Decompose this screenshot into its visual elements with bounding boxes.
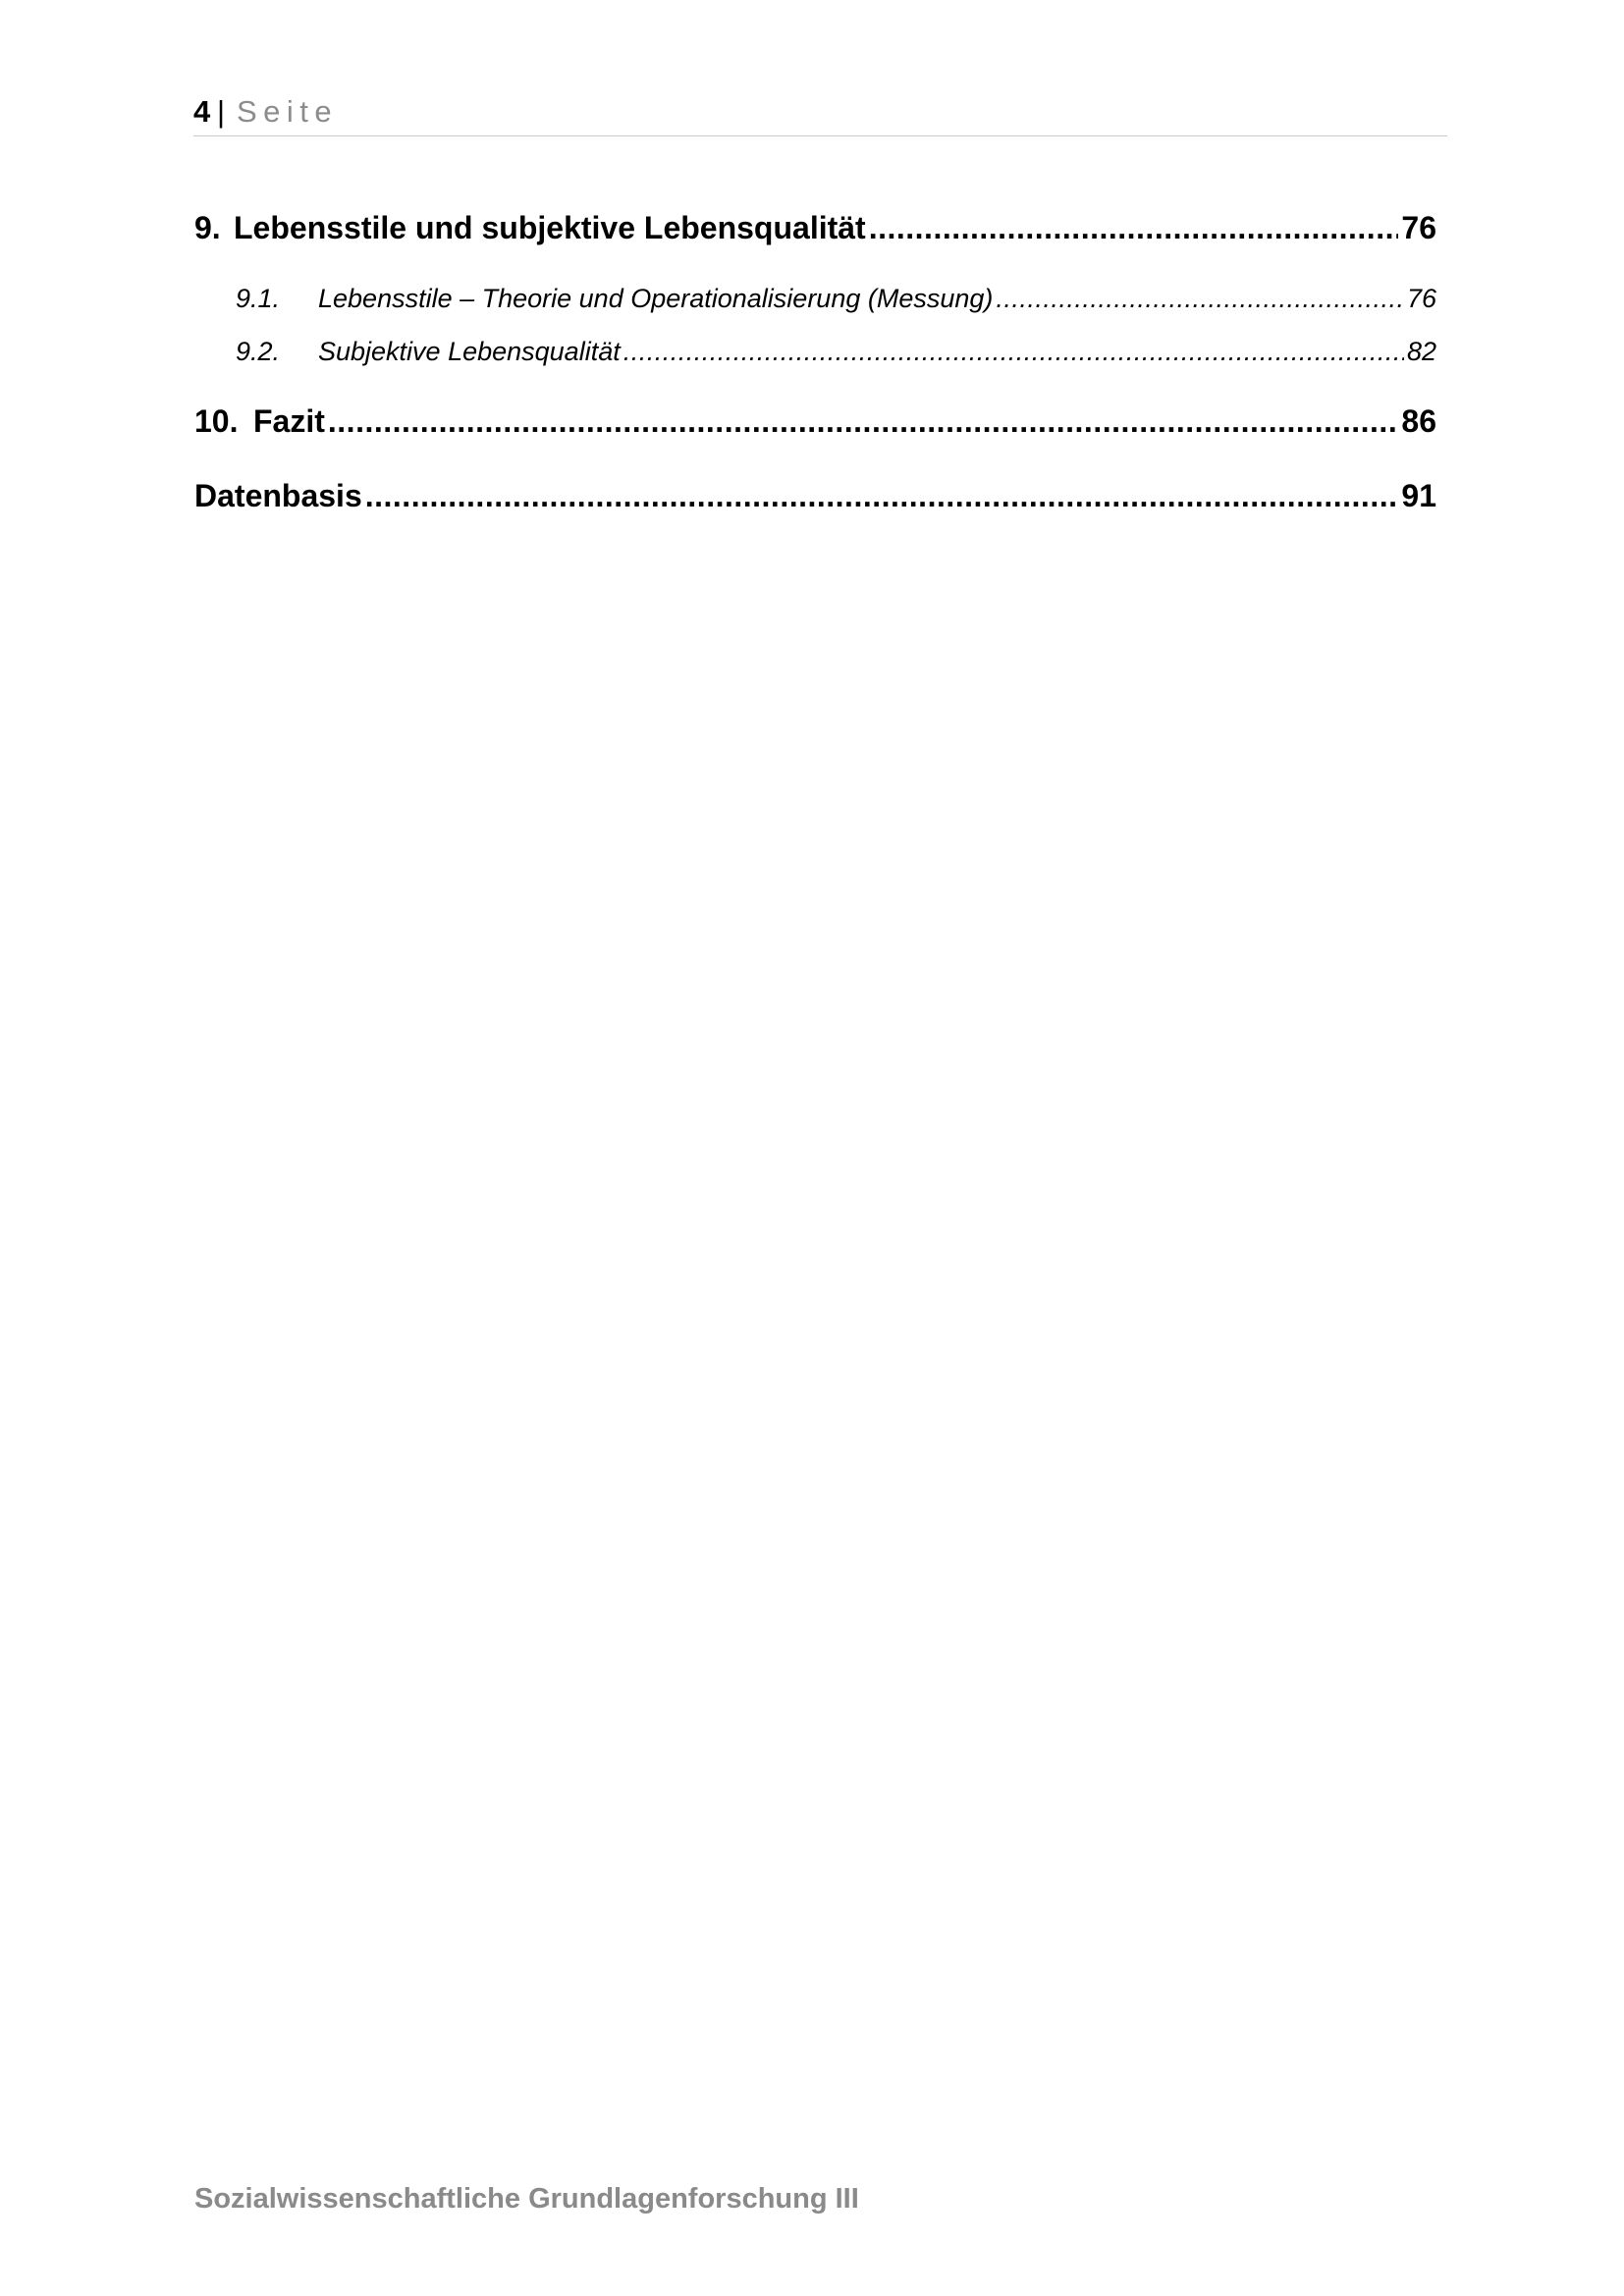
toc-dot-leader [996,282,1404,315]
toc-entry-page: 76 [1401,210,1436,245]
toc-dot-leader [365,476,1399,515]
toc-dot-leader [328,401,1399,441]
page-header [193,94,1447,136]
toc-entry-number: 10. [194,403,239,439]
toc-entry-9[interactable] [194,208,1436,247]
toc-entry-title: Subjektive Lebensqualität [318,337,621,366]
toc-entry-number: 9.2. [236,337,281,366]
toc-entry-9-1[interactable] [194,282,1436,315]
toc-entry-title: Fazit [253,403,325,439]
page-word: Seite [237,94,339,129]
toc-entry-title: Datenbasis [194,478,362,513]
toc-entry-datenbasis[interactable] [194,476,1436,515]
toc-entry-title: Lebensstile – Theorie und Operationalisierung (Messung) [318,284,994,313]
toc-entry-10[interactable] [194,401,1436,441]
toc-entry-page: 82 [1406,337,1436,366]
toc-dot-leader [623,335,1404,368]
toc-entry-page: 86 [1401,403,1436,439]
page-number: 4 [193,94,211,129]
page-footer: Sozialwissenschaftliche Grundlagenforschung III [194,2183,859,2215]
toc-entry-page: 76 [1406,284,1436,313]
toc-entry-9-2[interactable] [194,335,1436,368]
toc-entry-title: Lebensstile und subjektive Lebensqualität [234,210,866,245]
toc-entry-page: 91 [1401,478,1436,513]
toc-entry-number: 9. [194,210,221,245]
toc-dot-leader [869,208,1399,247]
header-separator: | [217,94,226,129]
toc-entry-number: 9.1. [236,284,281,313]
